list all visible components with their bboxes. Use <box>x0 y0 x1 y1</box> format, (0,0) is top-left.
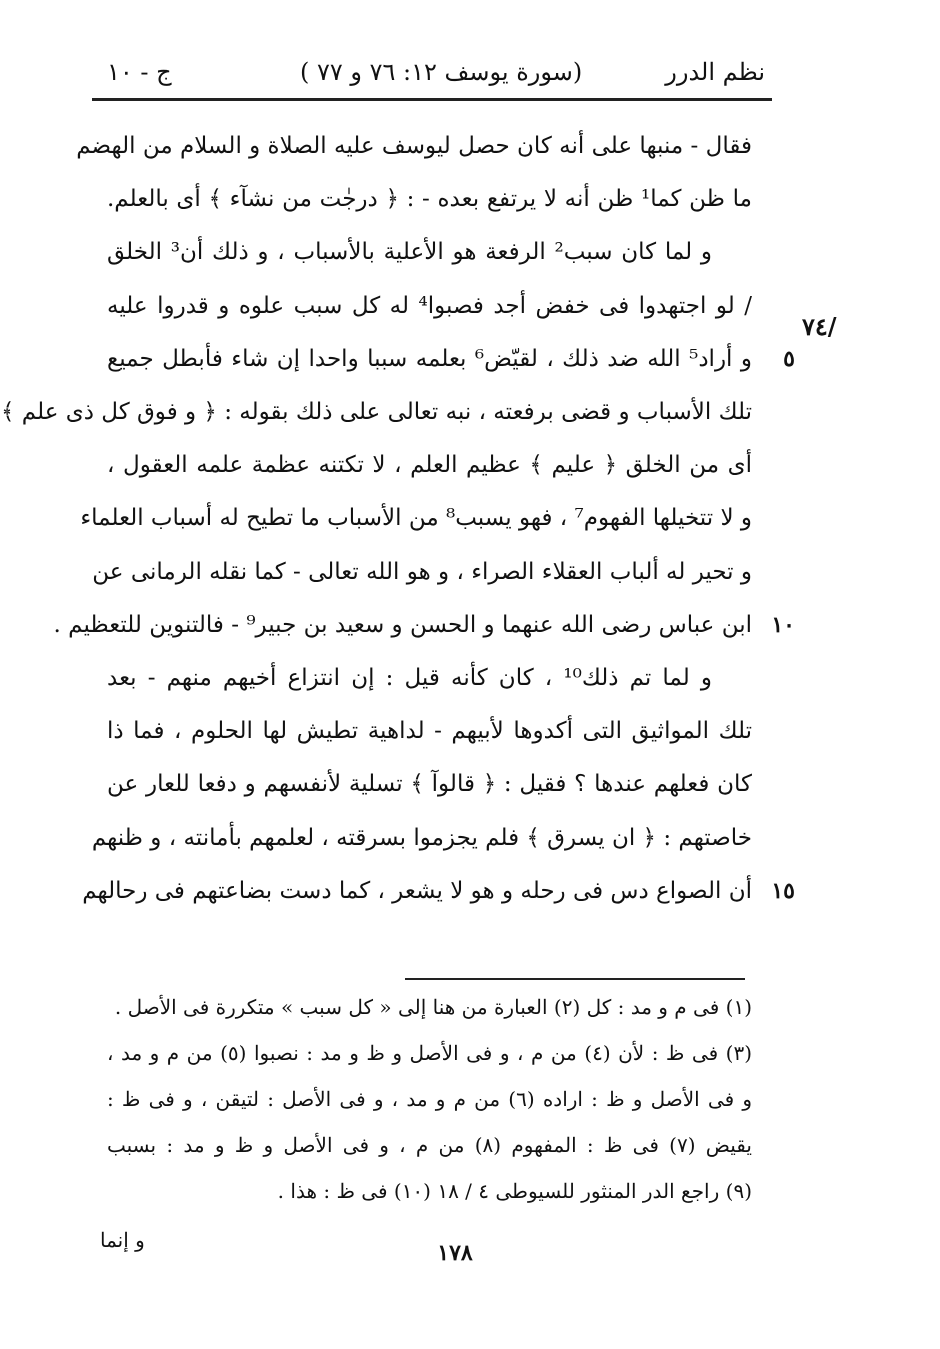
text-line: خاصتهم : ﴿ ان يسرق ﴾ فلم يجزموا بسرقته ، لعلمهم بأمانته ، و ظنهم <box>91 825 752 851</box>
line-number: ٥ <box>783 346 795 372</box>
text-line: و لا تتخيلها الفهوم⁷ ، فهو يسبب⁸ من الأسباب ما تطيح له أسباب العلماء <box>80 505 752 531</box>
text-line: و أراد⁵ الله ضد ذلك ، لقيّض⁶ بعلمه سببا واحدا إن شاء فأبطل جميع <box>107 346 752 372</box>
line-number: ١٥ <box>771 878 795 904</box>
text-line: و تحير له ألباب العقلاء الصراء ، و هو الله تعالى - كما نقله الرمانى عن <box>92 559 752 585</box>
text-line: تلك المواثيق التى أكدوها لأبيهم - لداهية تطيش لها الحلوم ، فما ذا <box>107 718 752 744</box>
footnote-line: (١) فى م و مد : كل (٢) العبارة من هنا إلى « كل سبب » متكررة فى الأصل . <box>114 995 752 1019</box>
text-line: ابن عباس رضى الله عنهما و الحسن و سعيد بن جبير⁹ - فالتنوين للتعظيم . <box>53 612 752 638</box>
margin-folio-reference: /٧٤ <box>802 312 837 341</box>
header-rule <box>92 98 772 101</box>
volume-number: ج - ١٠ <box>107 58 172 86</box>
text-line: كان فعلهم عندها ؟ فقيل : ﴿ قالوآ ﴾ تسلية لأنفسهم و دفعا للعار عن <box>107 771 752 797</box>
footnote-line: و فى الأصل و ظ : اراده (٦) من م و مد ، و فى الأصل : لتيقن ، و فى ظ : <box>107 1087 752 1111</box>
running-header <box>95 52 765 92</box>
text-line: أن الصواع دس فى رحله و هو لا يشعر ، كما دست بضاعتهم فى رحالهم <box>82 878 752 904</box>
text-line: أى من الخلق ﴿ عليم ﴾ عظيم العلم ، لا تكتنه عظمة علمه العقول ، <box>107 452 752 478</box>
text-line: و لما كان سبب² الرفعة هو الأعلية بالأسباب ، و ذلك أن³ الخلق <box>107 239 713 265</box>
catchword: و إنما <box>100 1228 145 1252</box>
book-title: نظم الدرر <box>665 58 765 86</box>
footnote-line: (٣) فى ظ : لأن (٤) من م ، و فى الأصل و ظ و مد : نصبوا (٥) من م و مد ، <box>107 1041 753 1065</box>
surah-reference: (سورة يوسف ١٢: ٧٦ و ٧٧ ) <box>300 58 583 86</box>
text-line: ما ظن كما¹ ظن أنه لا يرتفع بعده - : ﴿ درجٰت من نشآء ﴾ أى بالعلم. <box>107 186 752 212</box>
text-line: / لو اجتهدوا فى خفض أجد فصبوا⁴ له كل سبب علوه و قدروا عليه <box>107 293 752 319</box>
text-line: و لما تم ذلك¹⁰ ، كان كأنه قيل : إن انتزاع أخيهم منهم - بعد <box>107 665 712 691</box>
text-line: تلك الأسباب و قضى برفعته ، نبه تعالى على ذلك بقوله : ﴿ و فوق كل ذى علم ﴾ <box>0 399 752 425</box>
line-number: ١٠ <box>771 612 795 638</box>
footnote-rule <box>405 978 745 980</box>
footnote-line: يقيض (٧) فى ظ : المفهوم (٨) من م ، و فى الأصل و ظ و مد : بسبب <box>107 1133 752 1157</box>
footnote-line: (٩) راجع الدر المنثور للسيوطى ٤ / ١٨ (١٠) فى ظ : هذا . <box>277 1179 752 1203</box>
text-line: فقال - منبها على أنه كان حصل ليوسف عليه الصلاة و السلام من الهضم <box>76 133 752 159</box>
page-number: ١٧٨ <box>437 1240 473 1266</box>
